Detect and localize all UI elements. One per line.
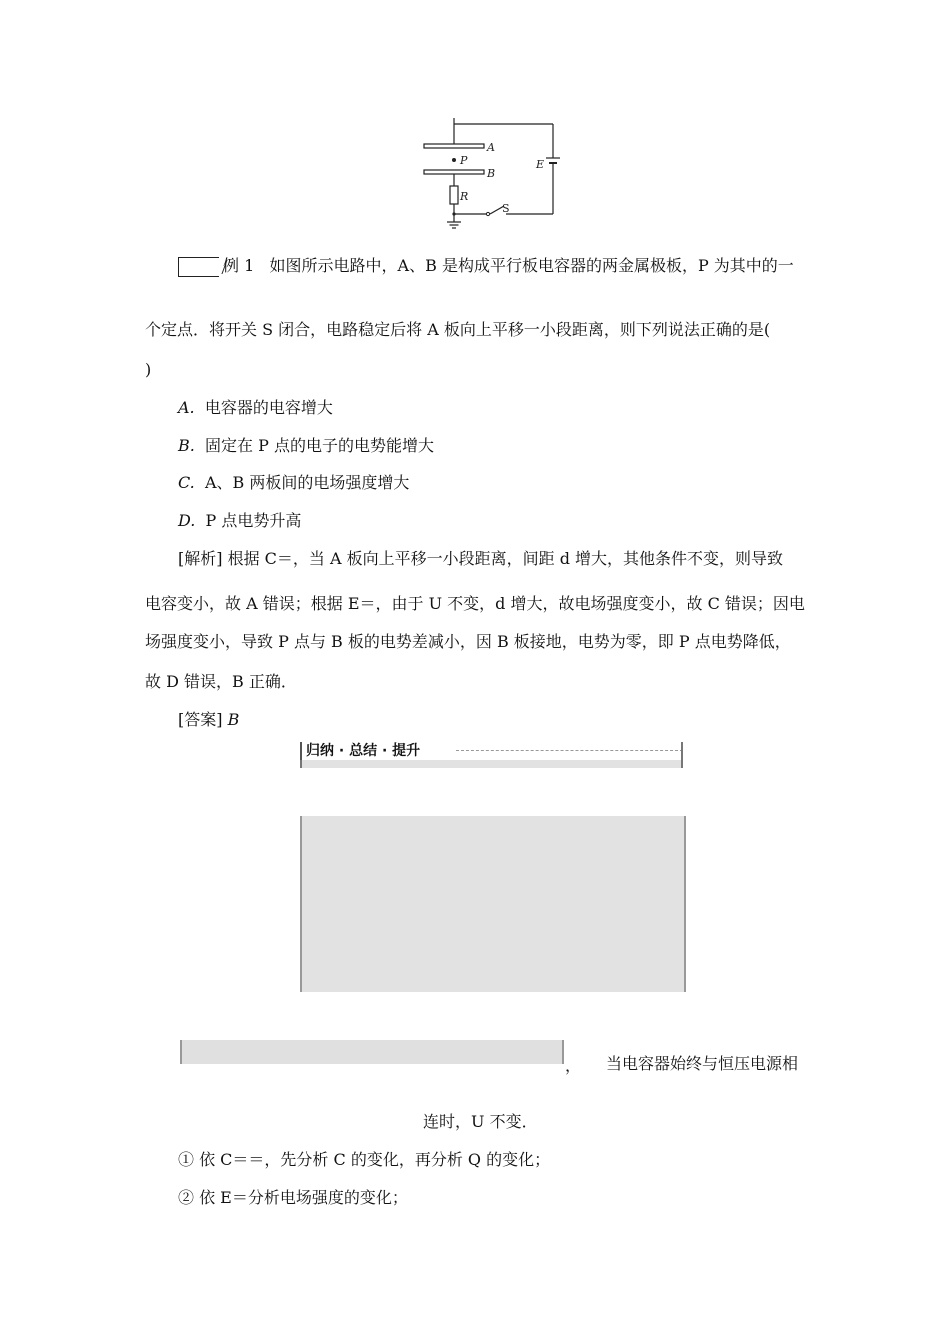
after-item-1: ① 依 C＝＝，先分析 C 的变化，再分析 Q 的变化； [178, 1150, 551, 1169]
label-b: B [487, 167, 496, 180]
after-item-2: ② 依 E＝分析电场强度的变化； [178, 1188, 408, 1207]
option-b: B. 固定在 P 点的电子的电势能增大 [178, 436, 434, 455]
circuit-diagram [410, 118, 570, 230]
summary-image-placeholder [300, 816, 686, 992]
example-tag: 例 1 [223, 256, 255, 275]
after-right-text: 当电容器始终与恒压电源相 [606, 1054, 799, 1073]
analysis-line-1: [解析] 根据 C＝，当 A 板向上平移一小段距离，间距 d 增大，其他条件不变，则导致 [178, 549, 784, 568]
analysis-line-4: 故 D 错误，B 正确． [145, 672, 297, 691]
example-line-1 [178, 256, 794, 277]
analysis-line-3: 场强度变小，导致 P 点与 B 板的电势差减小，因 B 板接地，电势为零，即 P 点电势降低， [145, 632, 791, 651]
option-d: D. P 点电势升高 [178, 511, 302, 530]
label-p: P [460, 154, 468, 167]
answer: [答案] B [178, 710, 240, 729]
example-text-1: 如图所示电路中，A、B 是构成平行板电容器的两金属极板，P 为其中的一 [269, 256, 794, 275]
plate-b [424, 170, 484, 174]
point-p [452, 158, 456, 162]
after-tail: ， [565, 1056, 582, 1075]
inline-image-placeholder [180, 1040, 564, 1064]
analysis-line-2: 电容变小，故 A 错误；根据 E＝，由于 U 不变，d 增大，故电场强度变小，故 C 错误；因电 [145, 594, 805, 613]
summary-title: 归纳 · 总结 · 提升 [300, 742, 420, 760]
option-a: A. 电容器的电容增大 [178, 398, 333, 417]
example-tag-box [178, 257, 219, 277]
summary-header [300, 742, 683, 768]
option-c: C. A、B 两板间的电场强度增大 [178, 473, 410, 492]
after-center-text: 连时，U 不变． [423, 1112, 538, 1131]
resistor-r [450, 186, 458, 204]
example-line-2: 个定点．将开关 S 闭合，电路稳定后将 A 板向上平移一小段距离，则下列说法正确的是( [145, 320, 771, 339]
example-line-3: ) [145, 360, 152, 379]
label-s: S [502, 202, 510, 215]
label-e: E [536, 158, 545, 171]
plate-a [424, 144, 484, 148]
label-r: R [460, 190, 469, 203]
label-a: A [487, 141, 495, 154]
